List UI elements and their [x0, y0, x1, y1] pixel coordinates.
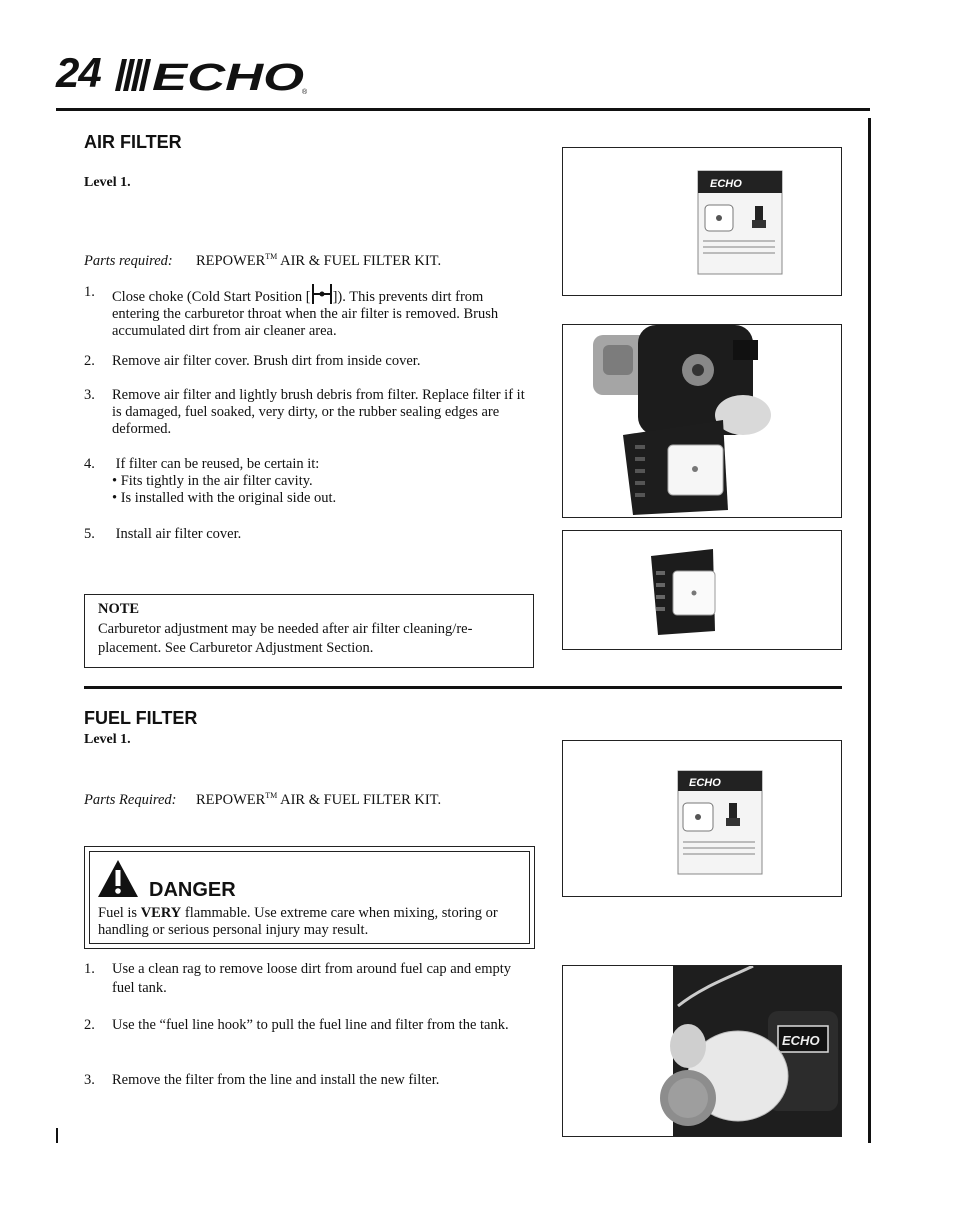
fuel-filter-parts: Parts Required: REPOWER™ AIR & FUEL FILTER KIT.	[84, 791, 442, 808]
note-box	[84, 594, 534, 668]
kit-package-photo	[562, 147, 842, 296]
danger-title: DANGER	[149, 879, 236, 901]
air-step-3: 3. Remove air filter and lightly brush debris from filter. Replace filter if it is damaged, fuel soaked, very dirty, or the rubber sealing edges are deformed.	[84, 387, 525, 437]
svg-text:ECHO: ECHO	[689, 777, 721, 789]
air-filter-parts: Parts required: REPOWER™ AIR & FUEL FILTER KIT.	[84, 252, 442, 269]
fuel-step-1: 1. Use a clean rag to remove loose dirt from around fuel cap and empty fuel tank.	[84, 961, 512, 996]
air-step-1: 1. Close choke (Cold Start Position [ ]). This prevents dirt from entering the carburetor throat when the air filter is removed. Brush accumulated dirt from air cleaner area.	[84, 284, 499, 339]
air-filter-cover-removed-photo	[562, 324, 842, 518]
note-title: NOTE	[98, 601, 140, 617]
left-margin-rule	[56, 1128, 58, 1143]
fuel-filter-heading: FUEL FILTER	[84, 708, 198, 728]
choke-cold-start-icon	[311, 284, 333, 304]
svg-text:ECHO: ECHO	[710, 178, 742, 190]
fuel-step-3: 3. Remove the filter from the line and install the new filter.	[84, 1072, 440, 1088]
fuel-step-2: 2. Use the “fuel line hook” to pull the fuel line and filter from the tank.	[84, 1017, 509, 1033]
echo-logo	[114, 55, 314, 95]
air-filter-installed-photo	[562, 530, 842, 650]
header-rule	[56, 108, 870, 111]
bullet-item: • Fits tightly in the air filter cavity.	[112, 473, 313, 489]
air-step-2: 2. Remove air filter cover. Brush dirt from inside cover.	[84, 353, 421, 369]
warning-triangle-icon	[97, 859, 139, 899]
echo-logo-text: ECHO	[152, 57, 304, 95]
fuel-filter-level: Level 1.	[84, 732, 131, 747]
danger-box	[84, 846, 535, 949]
svg-text:®: ®	[302, 89, 308, 95]
fuel-kit-package-photo	[562, 740, 842, 897]
bullet-item: • Is installed with the original side out.	[112, 490, 337, 506]
svg-text:ECHO: ECHO	[782, 1033, 820, 1048]
page-number: 24	[56, 49, 101, 96]
danger-text: Fuel is VERY flammable. Use extreme care when mixing, storing or handling or serious personal injury may result.	[98, 905, 498, 938]
note-text: Carburetor adjustment may be needed after air filter cleaning/re-placement. See Carburetor Adjustment Section.	[98, 621, 473, 656]
right-margin-rule	[868, 118, 871, 1143]
fuel-tank-photo	[562, 965, 842, 1137]
section-divider	[84, 686, 842, 689]
air-filter-level: Level 1.	[84, 175, 131, 190]
air-filter-heading: AIR FILTER	[84, 132, 182, 152]
air-step-5: 5. Install air filter cover.	[84, 526, 242, 542]
air-step-4: 4. If filter can be reused, be certain it: • Fits tightly in the air filter cavity. • Is installed with the original side out.	[84, 456, 337, 506]
